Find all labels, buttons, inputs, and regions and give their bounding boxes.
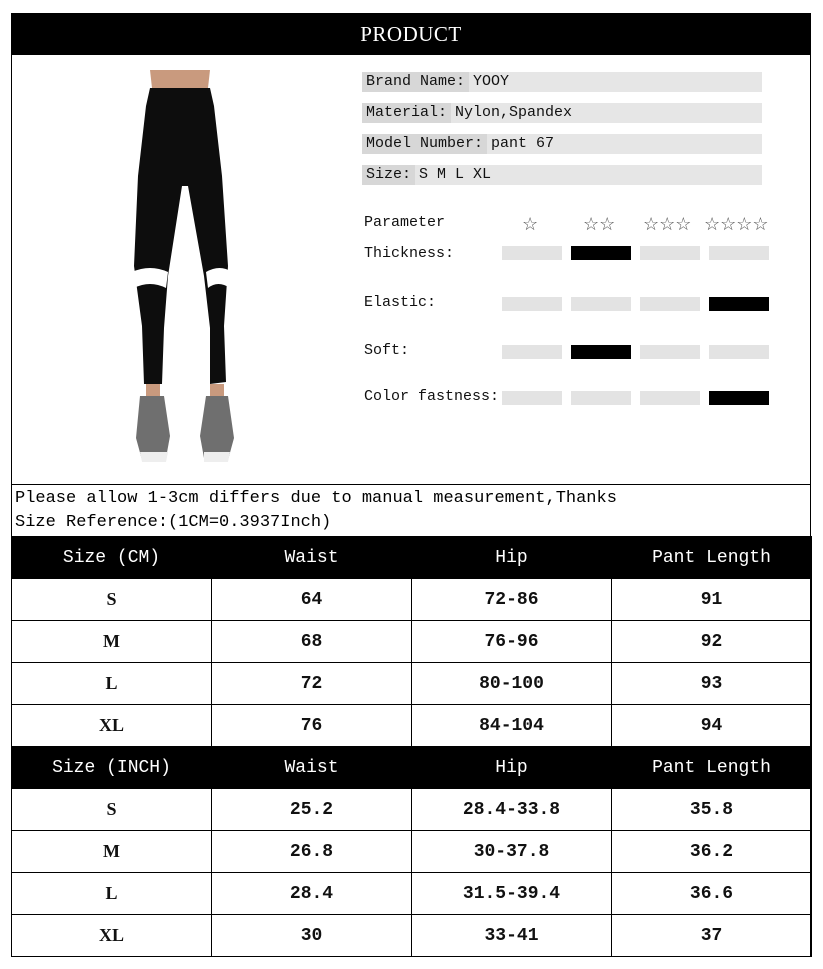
table-header-cell: Pant Length [612,747,812,789]
rating-bar [709,391,769,405]
rating-bar [640,246,700,260]
info-value: YOOY [469,72,762,92]
info-row-brand [362,72,762,92]
rating-bar [709,246,769,260]
table-row [12,579,812,621]
parameter-heading: Parameter [364,214,446,231]
table-cell: M [12,621,212,663]
divider [11,484,811,485]
table-cell: 76 [212,705,412,747]
info-label: Size: [362,165,415,185]
table-cell: 92 [612,621,812,663]
table-header-cell: Hip [412,747,612,789]
star-level-4: ☆☆☆☆ [704,214,769,234]
rating-bar [640,297,700,311]
rating-bar [502,246,562,260]
param-label-thickness: Thickness: [364,245,455,262]
rating-bar [640,391,700,405]
table-header-cell: Pant Length [612,537,812,579]
table-header-cell: Size (CM) [12,537,212,579]
table-cell: L [12,663,212,705]
size-reference-note: Size Reference:(1CM=0.3937Inch) [15,513,332,532]
table-cell: 94 [612,705,812,747]
info-label: Material: [362,103,451,123]
table-cell: 36.6 [612,873,812,915]
table-cell: S [12,789,212,831]
table-cell: 31.5-39.4 [412,873,612,915]
info-label: Brand Name: [362,72,469,92]
rating-bar [502,297,562,311]
table-cell: 64 [212,579,412,621]
product-header-title: PRODUCT [360,21,462,46]
table-cell: 25.2 [212,789,412,831]
rating-bar [502,345,562,359]
table-cell: 28.4 [212,873,412,915]
table-header-cell: Hip [412,537,612,579]
table-cell: 35.8 [612,789,812,831]
table-header-row [12,537,812,579]
rating-bar [502,391,562,405]
table-cell: 91 [612,579,812,621]
table-cell: XL [12,705,212,747]
table-cell: 37 [612,915,812,957]
size-table-cm [11,536,812,747]
table-cell: 26.8 [212,831,412,873]
table-row [12,831,812,873]
param-label-soft: Soft: [364,342,410,359]
table-row [12,789,812,831]
table-cell: L [12,873,212,915]
table-cell: S [12,579,212,621]
rating-bar [709,297,769,311]
table-cell: 30 [212,915,412,957]
table-cell: M [12,831,212,873]
rating-bar [571,246,631,260]
table-row [12,915,812,957]
star-level-3: ☆☆☆ [643,214,692,234]
rating-bar [709,345,769,359]
table-cell: 68 [212,621,412,663]
table-cell: 36.2 [612,831,812,873]
table-cell: 80-100 [412,663,612,705]
info-row-model [362,134,762,154]
rating-bar [640,345,700,359]
size-table-inch [11,746,812,957]
table-cell: 84-104 [412,705,612,747]
info-row-size [362,165,762,185]
star-level-1: ☆ [522,214,539,234]
table-cell: 76-96 [412,621,612,663]
table-row [12,663,812,705]
rating-bar [571,391,631,405]
table-cell: 30-37.8 [412,831,612,873]
star-level-2: ☆☆ [583,214,616,234]
table-header-row [12,747,812,789]
table-cell: XL [12,915,212,957]
info-label: Model Number: [362,134,487,154]
table-header-cell: Size (INCH) [12,747,212,789]
table-header-cell: Waist [212,747,412,789]
table-row [12,621,812,663]
table-row [12,873,812,915]
table-cell: 33-41 [412,915,612,957]
table-cell: 72-86 [412,579,612,621]
measurement-note: Please allow 1-3cm differs due to manual measurement,Thanks [15,489,617,508]
rating-bar [571,297,631,311]
product-photo-leggings [110,66,260,466]
info-row-material [362,103,762,123]
param-label-color-fastness: Color fastness: [364,388,500,405]
rating-bar [571,345,631,359]
table-cell: 72 [212,663,412,705]
table-cell: 93 [612,663,812,705]
info-value: S M L XL [415,165,762,185]
info-value: pant 67 [487,134,762,154]
table-cell: 28.4-33.8 [412,789,612,831]
table-header-cell: Waist [212,537,412,579]
product-header [11,13,811,55]
table-row [12,705,812,747]
param-label-elastic: Elastic: [364,294,437,311]
info-value: Nylon,Spandex [451,103,762,123]
